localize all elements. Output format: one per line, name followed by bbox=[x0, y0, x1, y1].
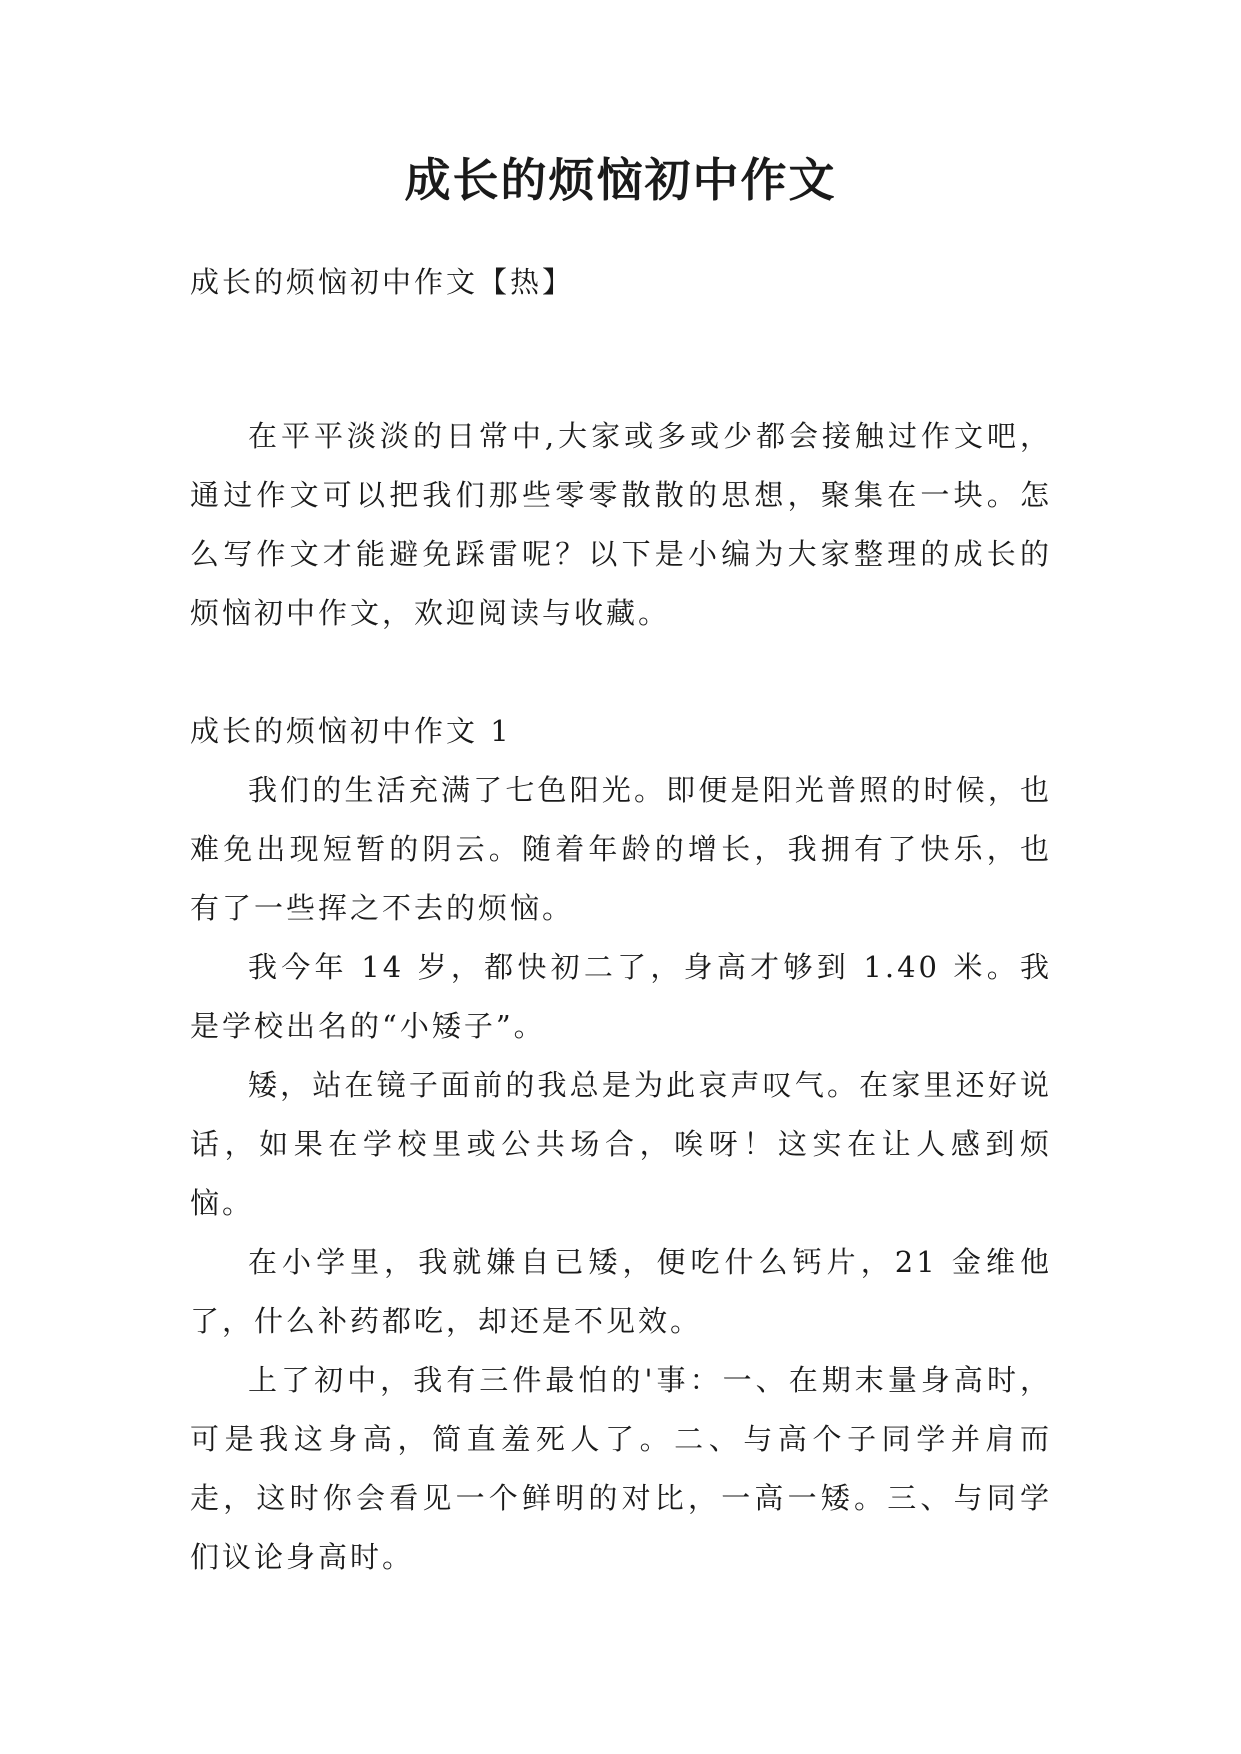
body-paragraph: 我今年 14 岁，都快初二了，身高才够到 1.40 米。我是学校出名的“小矮子”。 bbox=[190, 950, 1052, 1043]
body-paragraph: 矮，站在镜子面前的我总是为此哀声叹气。在家里还好说话，如果在学校里或公共场合，唉呀！这实在让人感到烦恼。 bbox=[190, 1068, 1052, 1220]
section-heading: 成长的烦恼初中作文 1 bbox=[190, 714, 512, 748]
section-gap bbox=[190, 643, 1052, 702]
document-subtitle: 成长的烦恼初中作文【热】 bbox=[190, 265, 575, 299]
body-paragraph: 在小学里，我就嫌自已矮，便吃什么钙片，21 金维他了，什么补药都吃，却还是不见效。 bbox=[190, 1245, 1052, 1338]
body-paragraph: 我们的生活充满了七色阳光。即便是阳光普照的时候，也难免出现短暂的阴云。随着年龄的增长，我拥有了快乐，也有了一些挥之不去的烦恼。 bbox=[190, 773, 1052, 925]
document-body bbox=[190, 407, 1052, 1587]
body-paragraph: 上了初中，我有三件最怕的'事：一、在期末量身高时，可是我这身高，简直羞死人了。二、与高个子同学并肩而走，这时你会看见一个鲜明的对比，一高一矮。三、与同学们议论身高时。 bbox=[190, 1363, 1052, 1574]
intro-paragraph: 在平平淡淡的日常中,大家或多或少都会接触过作文吧，通过作文可以把我们那些零零散散的思想，聚集在一块。怎么写作文才能避免踩雷呢？以下是小编为大家整理的成长的烦恼初中作文，欢迎阅读与收藏。 bbox=[190, 419, 1052, 630]
document-title: 成长的烦恼初中作文 bbox=[404, 153, 837, 207]
